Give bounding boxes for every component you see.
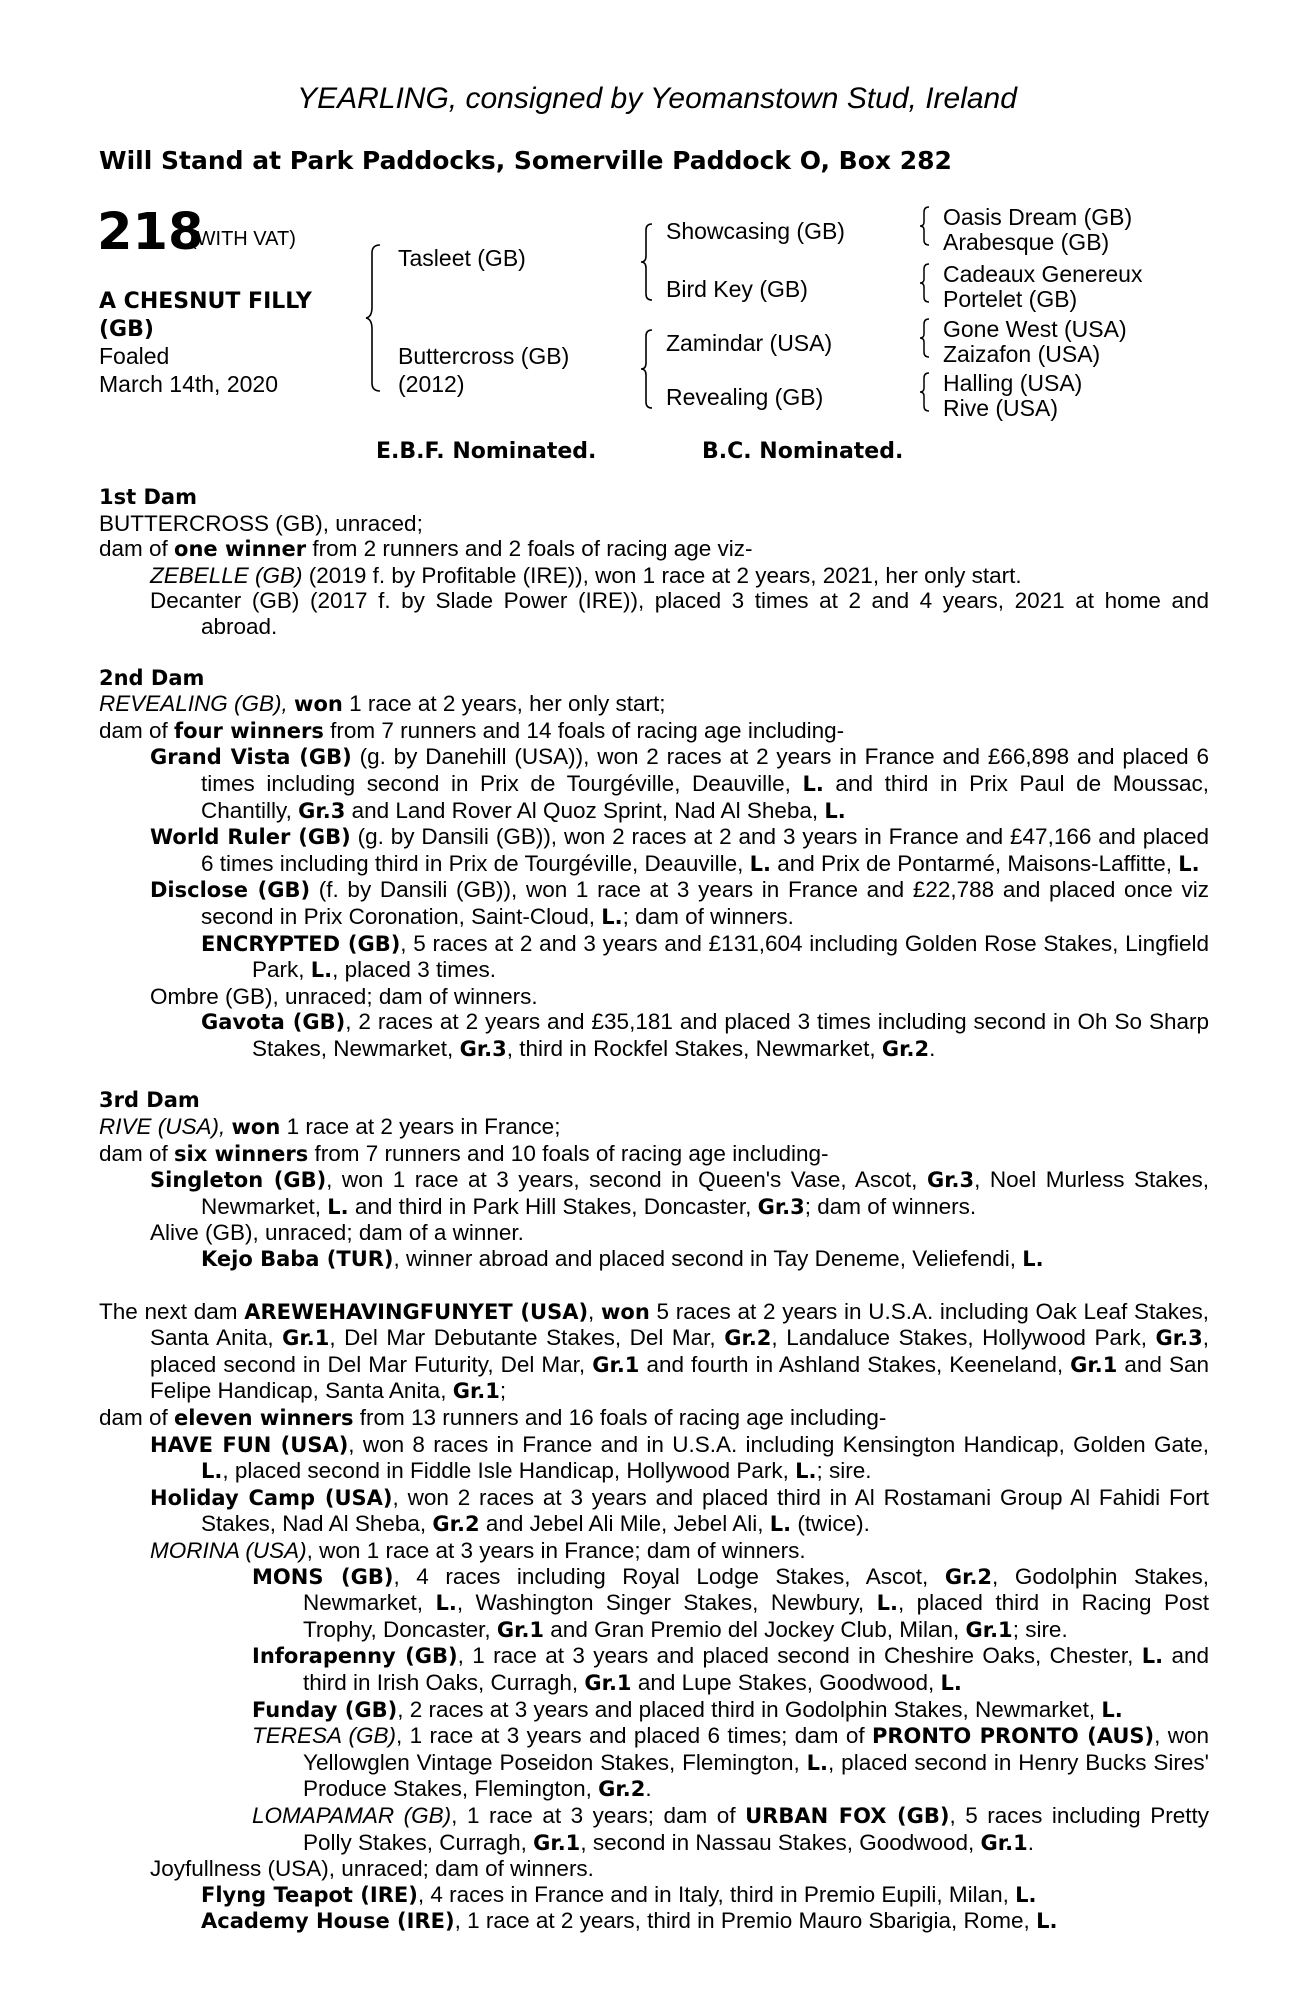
list-item: MONS (GB), 4 races including Royal Lodge Stakes, Ascot, Gr.2, Godolphin Stakes, Newmarket, L., Washington Singer Stakes, Newbury, L., placed third in Racing Post Trophy, Doncaster, Gr.1 and Gran Premio del Jockey Club, Milan, Gr.1; sire. — [252, 1563, 1209, 1642]
lot-country: (GB) — [99, 317, 154, 342]
list-item: Flyng Teapot (IRE), 4 races in France and in Italy, third in Premio Eupili, Milan, L. — [201, 1881, 1037, 1907]
list-item: Disclose (GB) (f. by Dansili (GB)), won 1 race at 3 years in France and £22,788 and placed once viz second in Prix Coronation, Saint-Cloud, L.; dam of winners. — [150, 877, 1209, 929]
page-title: YEARLING, consigned by Yeomanstown Stud, Ireland — [297, 82, 1017, 115]
list-item: Academy House (IRE), 1 race at 2 years, third in Premio Mauro Sbarigia, Rome, L. — [201, 1908, 1058, 1934]
list-item: LOMAPAMAR (GB), 1 race at 3 years; dam of URBAN FOX (GB), 5 races including Pretty Polly Stakes, Curragh, Gr.1, second in Nassau Stakes, Goodwood, Gr.1. — [252, 1802, 1209, 1855]
list-item: Gavota (GB), 2 races at 2 years and £35,181 and placed 3 times including second in Oh So Sharp Stakes, Newmarket, Gr.3, third in Rockfel Stakes, Newmarket, Gr.2. — [201, 1009, 1210, 1061]
pedigree-sdd: Portelet (GB) — [943, 286, 1078, 312]
dam1-line: BUTTERCROSS (GB), unraced; — [99, 510, 423, 536]
list-item: Singleton (GB), won 1 race at 3 years, second in Queen's Vase, Ascot, Gr.3, Noel Murless Stakes, Newmarket, L. and third in Park Hill Stakes, Doncaster, Gr.3; dam of winners. — [150, 1167, 1210, 1219]
list-item: ZEBELLE (GB) (2019 f. by Profitable (IRE)), won 1 race at 2 years, 2021, her only start. — [150, 562, 1022, 588]
dam2-summary: dam of four winners from 7 runners and 14 foals of racing age including- — [99, 717, 845, 743]
list-item: Ombre (GB), unraced; dam of winners. — [150, 983, 538, 1009]
foaled-label: Foaled — [99, 343, 170, 369]
stand-location: Will Stand at Park Paddocks, Somerville Paddock O, Box 282 — [99, 146, 952, 175]
list-item: TERESA (GB), 1 race at 3 years and placed 6 times; dam of PRONTO PRONTO (AUS), won Yellowglen Vintage Poseidon Stakes, Flemington, L., placed second in Henry Bucks Sires' Produce Stakes, Flemington, Gr.2. — [252, 1723, 1210, 1802]
list-item: Joyfullness (USA), unraced; dam of winners. — [150, 1856, 594, 1882]
sire-dam-bracket-icon — [368, 243, 382, 393]
bc-nomination: B.C. Nominated. — [702, 439, 904, 464]
dam1-summary: dam of one winner from 2 runners and 2 foals of racing age viz- — [99, 536, 753, 562]
first-dam-heading: 1st Dam — [99, 485, 197, 509]
lot-number: 218 — [97, 203, 204, 262]
pedigree-sire-sire: Showcasing (GB) — [666, 218, 845, 244]
lot-description: A CHESNUT FILLY — [99, 289, 312, 314]
ebf-nomination: E.B.F. Nominated. — [376, 439, 597, 464]
dam3-line: RIVE (USA), won 1 race at 2 years in France; — [99, 1114, 561, 1140]
list-item: Grand Vista (GB) (g. by Danehill (USA)), won 2 races at 2 years in France and £66,898 and placed 6 times including second in Prix de Tourgéville, Deauville, L. and third in Prix Paul de Moussac, Chantilly, Gr.3 and Land Rover Al Quoz Sprint, Nad Al Sheba, L. — [150, 744, 1209, 823]
bracket-icon — [920, 263, 930, 303]
bracket-icon — [920, 318, 930, 358]
pedigree-dss: Gone West (USA) — [943, 316, 1127, 342]
foaled-date: March 14th, 2020 — [99, 371, 279, 397]
list-item: Kejo Baba (TUR), winner abroad and placed second in Tay Deneme, Veliefendi, L. — [201, 1246, 1044, 1272]
pedigree-sss: Oasis Dream (GB) — [943, 204, 1133, 230]
pedigree-dsd: Zaizafon (USA) — [943, 341, 1101, 367]
list-item: World Ruler (GB) (g. by Dansili (GB)), won 2 races at 2 and 3 years in France and £47,166 and placed 6 times including third in Prix de Tourgéville, Deauville, L. and Prix de Pontarmé, Maisons-Laffitte, L. — [150, 824, 1209, 876]
second-dam-heading: 2nd Dam — [99, 665, 205, 690]
pedigree-ssd: Arabesque (GB) — [943, 229, 1110, 255]
pedigree-dam: Buttercross (GB) — [398, 343, 570, 369]
pedigree-dds: Halling (USA) — [943, 370, 1083, 396]
pedigree-ddd: Rive (USA) — [943, 395, 1059, 421]
dam-line-bracket-icon — [642, 328, 654, 410]
pedigree-dam-sire: Zamindar (USA) — [666, 330, 833, 356]
third-dam-heading: 3rd Dam — [99, 1088, 200, 1113]
list-item: Inforapenny (GB), 1 race at 3 years and placed second in Cheshire Oaks, Chester, L. and third in Irish Oaks, Curragh, Gr.1 and Lupe Stakes, Goodwood, L. — [252, 1643, 1210, 1695]
next-dam-paragraph: The next dam AREWEHAVINGFUNYET (USA), won 5 races at 2 years in U.S.A. including Oak Leaf Stakes, Santa Anita, Gr.1, Del Mar Debutante Stakes, Del Mar, Gr.2, Landaluce Stakes, Hollywood Park, Gr.3, placed second in Del Mar Futurity, Del Mar, Gr.1 and fourth in Ashland Stakes, Keeneland, Gr.1 and San Felipe Handicap, Santa Anita, Gr.1; — [99, 1298, 1209, 1404]
list-item: Decanter (GB) (2017 f. by Slade Power (IRE)), placed 3 times at 2 and 4 years, 2021 at home and abroad. — [150, 588, 1209, 639]
vat-note: (WITH VAT) — [190, 228, 296, 250]
pedigree-sds: Cadeaux Genereux — [943, 261, 1143, 287]
pedigree-dam-year: (2012) — [398, 371, 465, 397]
bracket-icon — [920, 372, 930, 412]
pedigree-sire: Tasleet (GB) — [398, 245, 526, 271]
next-dam-summary: dam of eleven winners from 13 runners and 16 foals of racing age including- — [99, 1405, 887, 1430]
pedigree-sire-dam: Bird Key (GB) — [666, 276, 808, 302]
catalogue-body — [99, 485, 1209, 1935]
list-item: Funday (GB), 2 races at 3 years and placed third in Godolphin Stakes, Newmarket, L. — [252, 1696, 1123, 1722]
list-item: HAVE FUN (USA), won 8 races in France and in U.S.A. including Kensington Handicap, Golden Gate, L., placed second in Fiddle Isle Handicap, Hollywood Park, L.; sire. — [150, 1431, 1209, 1484]
sire-line-bracket-icon — [642, 222, 654, 302]
dam2-line: REVEALING (GB), won 1 race at 2 years, her only start; — [99, 691, 666, 717]
list-item: Holiday Camp (USA), won 2 races at 3 years and placed third in Al Rostamani Group Al Fahidi Fort Stakes, Nad Al Sheba, Gr.2 and Jebel Ali Mile, Jebel Ali, L. (twice). — [150, 1484, 1209, 1537]
pedigree-dam-dam: Revealing (GB) — [666, 384, 824, 410]
list-item: MORINA (USA), won 1 race at 3 years in France; dam of winners. — [150, 1537, 806, 1563]
bracket-icon — [920, 206, 930, 246]
list-item: Alive (GB), unraced; dam of a winner. — [150, 1220, 524, 1246]
list-item: ENCRYPTED (GB), 5 races at 2 and 3 years and £131,604 including Golden Rose Stakes, Lingfield Park, L., placed 3 times. — [201, 930, 1209, 983]
dam3-summary: dam of six winners from 7 runners and 10 foals of racing age including- — [99, 1140, 829, 1166]
